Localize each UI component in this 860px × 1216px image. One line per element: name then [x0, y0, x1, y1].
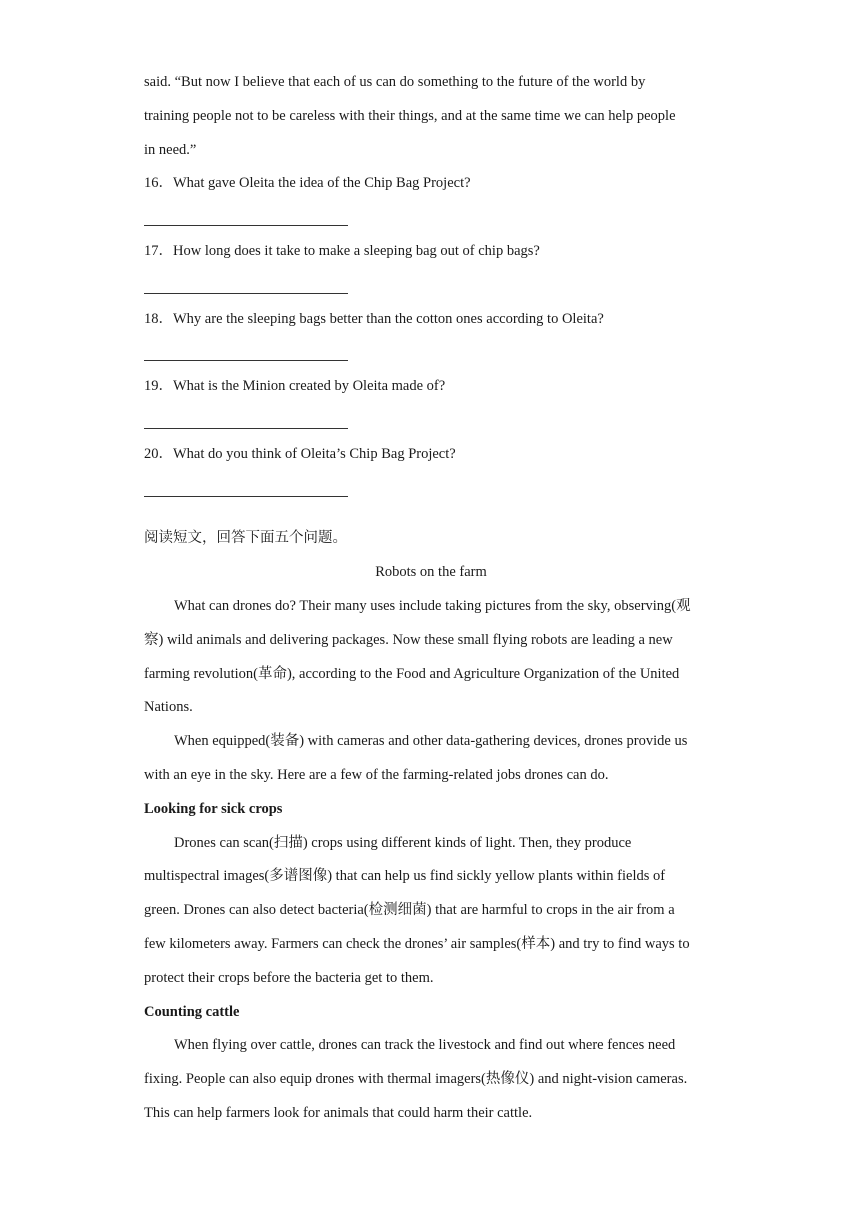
passage-title: Robots on the farm	[375, 564, 487, 581]
question-18: 18．Why are the sleeping bags better than the cotton ones according to Oleita?	[144, 310, 604, 327]
paragraph-3	[144, 827, 718, 996]
paragraph-4	[144, 1029, 718, 1130]
text-line: When equipped(装备) with cameras and other data-gathering devices, drones provide us	[174, 733, 688, 750]
question-list	[144, 167, 718, 505]
text-line: with an eye in the sky. Here are a few of the farming-related jobs drones can do.	[144, 766, 609, 783]
answer-blank-17[interactable]	[144, 269, 718, 303]
paragraph-1	[144, 590, 718, 725]
document-page	[144, 66, 718, 1131]
question-19: 19．What is the Minion created by Oleita made of?	[144, 378, 446, 395]
text-line: Drones can scan(扫描) crops using different kinds of light. Then, they produce	[174, 834, 632, 851]
question-20: 20．What do you think of Oleita’s Chip Bag Project?	[144, 445, 456, 462]
reading-section	[144, 522, 718, 1130]
text-line: Nations.	[144, 699, 193, 716]
text-line: protect their crops before the bacteria get to them.	[144, 969, 434, 986]
answer-blank-19[interactable]	[144, 404, 718, 438]
text-line: green. Drones can also detect bacteria(检测细菌) that are harmful to crops in the air from a	[144, 902, 675, 919]
text-line: 察) wild animals and delivering packages. Now these small flying robots are leading a new	[144, 631, 673, 648]
answer-blank-16[interactable]	[144, 201, 718, 235]
previous-passage-ending	[144, 66, 718, 167]
text-line: What can drones do? Their many uses include taking pictures from the sky, observing(观	[174, 597, 691, 614]
text-line: said. “But now I believe that each of us can do something to the future of the world by	[144, 74, 646, 90]
text-line: in need.”	[144, 141, 197, 158]
text-line: This can help farmers look for animals that could harm their cattle.	[144, 1104, 533, 1121]
text-line: When flying over cattle, drones can track the livestock and find out where fences need	[174, 1037, 676, 1054]
answer-blank-20[interactable]	[144, 472, 718, 506]
answer-blank-18[interactable]	[144, 336, 718, 370]
subheading-counting-cattle: Counting cattle	[144, 1003, 240, 1020]
text-line: few kilometers away. Farmers can check the drones’ air samples(样本) and try to find ways to	[144, 935, 690, 952]
text-line: multispectral images(多谱图像) that can help us find sickly yellow plants within fields of	[144, 868, 666, 885]
subheading-sick-crops: Looking for sick crops	[144, 800, 283, 817]
text-line: training people not to be careless with their things, and at the same time we can help people	[144, 107, 676, 124]
paragraph-2	[144, 725, 718, 793]
section-instruction: 阅读短文，回答下面五个问题。	[144, 530, 347, 547]
text-line: farming revolution(革命), according to the Food and Agriculture Organization of the United	[144, 665, 680, 682]
text-line: fixing. People can also equip drones with thermal imagers(热像仪) and night-vision cameras.	[144, 1071, 688, 1088]
question-17: 17．How long does it take to make a sleeping bag out of chip bags?	[144, 242, 540, 259]
question-16: 16．What gave Oleita the idea of the Chip Bag Project?	[144, 175, 471, 192]
